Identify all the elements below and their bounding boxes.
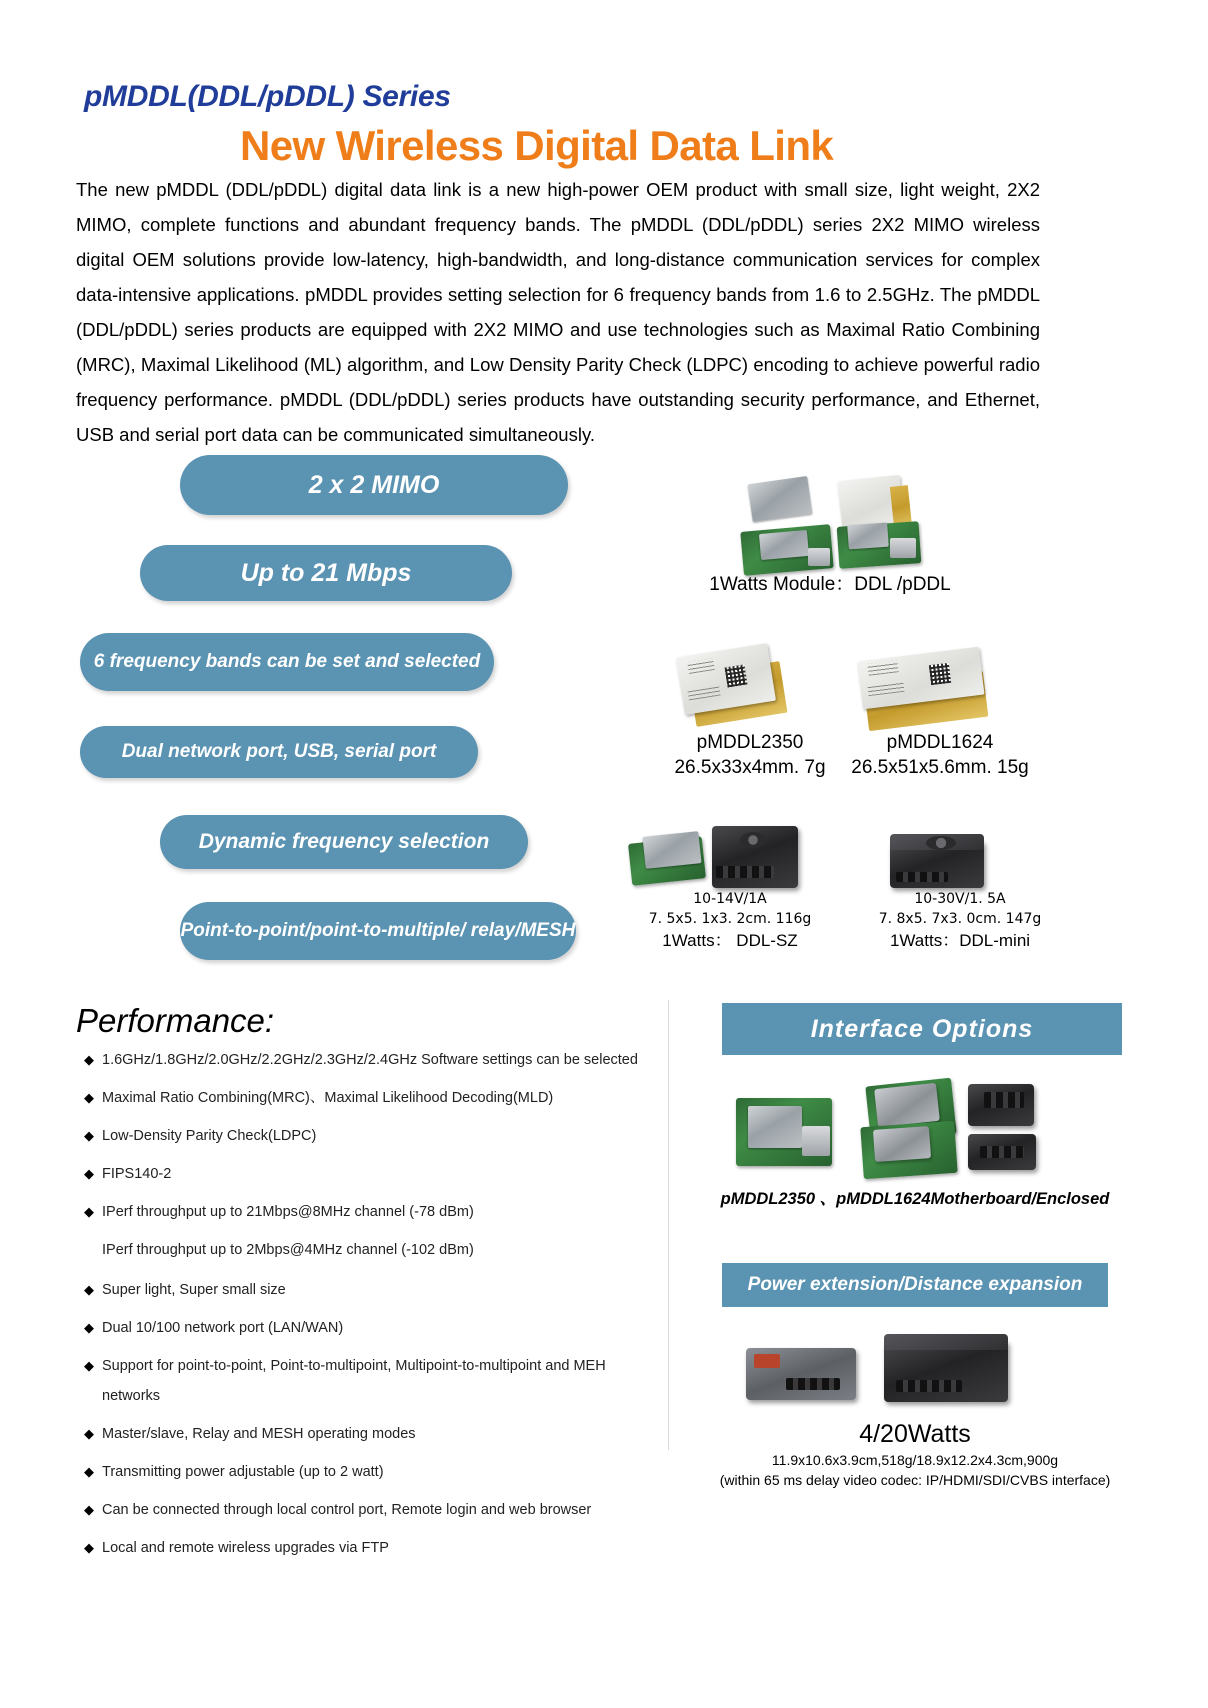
column-divider [668, 1000, 669, 1450]
ddl-sz-name: 1Watts： DDL-SZ [662, 931, 798, 950]
list-item-label: Master/slave, Relay and MESH operating modes [102, 1426, 416, 1442]
ddl-sz-spec: 7. 5x5. 1x3. 2cm. 116g [648, 911, 812, 927]
list-item [84, 1159, 664, 1189]
ddl-mini-spec: 7. 8x5. 7x3. 0cm. 147g [878, 911, 1042, 927]
feature-pill-ports: Dual network port, USB, serial port [80, 726, 478, 778]
list-item-label: Transmitting power adjustable (up to 2 watt) [102, 1464, 384, 1480]
ddl-mini-voltage: 10-30V/1. 5A [914, 891, 1006, 907]
diamond-bullet-icon: ◆ [84, 1426, 94, 1441]
list-item [84, 1313, 664, 1343]
module-1w-caption: 1Watts Module：DDL /pDDL [709, 574, 951, 595]
list-item-label: Low-Density Parity Check(LDPC) [102, 1128, 317, 1144]
feature-pill-mimo: 2 x 2 MIMO [180, 455, 568, 515]
list-item-label: 1.6GHz/1.8GHz/2.0GHz/2.2GHz/2.3GHz/2.4GHz Software settings can be selected [102, 1052, 638, 1068]
pmddl2350-spec: 26.5x33x4mm. 7g [674, 757, 826, 778]
series-title: pMDDL(DDL/pDDL) Series [84, 80, 451, 113]
diamond-bullet-icon: ◆ [84, 1090, 94, 1105]
list-item-label: Dual 10/100 network port (LAN/WAN) [102, 1320, 344, 1336]
diamond-bullet-icon: ◆ [84, 1540, 94, 1555]
list-item-label: Super light, Super small size [102, 1282, 286, 1298]
list-item [84, 1419, 664, 1449]
interface-options-banner: Interface Options [722, 1003, 1122, 1055]
pmddl1624-spec: 26.5x51x5.6mm. 15g [851, 757, 1029, 778]
performance-heading: Performance: [76, 1002, 275, 1039]
diamond-bullet-icon: ◆ [84, 1282, 94, 1297]
power-extension-spec-line1: 11.9x10.6x3.9cm,518g/18.9x12.2x4.3cm,900g [771, 1452, 1059, 1468]
page-title: New Wireless Digital Data Link [240, 122, 834, 169]
list-item-label: IPerf throughput up to 21Mbps@8MHz channel (-78 dBm) [102, 1204, 474, 1220]
ddl-mini-name: 1Watts：DDL-mini [889, 931, 1031, 950]
list-item-label: Maximal Ratio Combining(MRC)、Maximal Likelihood Decoding(MLD) [102, 1090, 554, 1106]
feature-pill-dfs: Dynamic frequency selection [160, 815, 528, 869]
interface-options-caption: pMDDL2350 、pMDDL1624Motherboard/Enclosed [720, 1190, 1110, 1208]
diamond-bullet-icon: ◆ [84, 1320, 94, 1335]
diamond-bullet-icon: ◆ [84, 1204, 94, 1219]
list-item [84, 1083, 664, 1113]
power-extension-banner: Power extension/Distance expansion [722, 1263, 1108, 1307]
diamond-bullet-icon: ◆ [84, 1358, 94, 1373]
feature-pill-throughput: Up to 21 Mbps [140, 545, 512, 601]
power-extension-title: 4/20Watts [859, 1420, 971, 1448]
diamond-bullet-icon: ◆ [84, 1166, 94, 1181]
performance-list [84, 1045, 664, 1571]
feature-pill-bands: 6 frequency bands can be set and selected [80, 633, 494, 691]
list-item [84, 1275, 664, 1305]
diamond-bullet-icon: ◆ [84, 1052, 94, 1067]
list-item [84, 1351, 664, 1411]
diamond-bullet-icon: ◆ [84, 1502, 94, 1517]
list-item-label: Local and remote wireless upgrades via FTP [102, 1540, 389, 1556]
intro-paragraph: The new pMDDL (DDL/pDDL) digital data link is a new high-power OEM product with small size, light weight, 2X2 MIMO, complete functions and abundant frequency bands. The pMDDL (DDL/pDDL) series 2X2 MIMO wireless digital OEM solutions provide low-latency, high-bandwidth, and long-distance communication services for complex data-intensive applications. pMDDL provides setting selection for 6 frequency bands from 1.6 to 2.5GHz. The pMDDL (DDL/pDDL) series products are equipped with 2X2 MIMO and use technologies such as Maximal Ratio Combining (MRC), Maximal Likelihood (ML) algorithm, and Low Density Parity Check (LDPC) encoding to achieve powerful radio frequency performance. pMDDL (DDL/pDDL) series products have outstanding security performance, and Ethernet, USB and serial port data can be communicated simultaneously. [76, 179, 1040, 445]
feature-pill-topology: Point-to-point/point-to-multiple/ relay/MESH [180, 902, 576, 960]
diamond-bullet-icon: ◆ [84, 1464, 94, 1479]
list-item [84, 1197, 664, 1227]
list-item [84, 1533, 664, 1563]
list-item [84, 1495, 664, 1525]
ddl-sz-voltage: 10-14V/1A [693, 891, 767, 907]
list-item-label: Support for point-to-point, Point-to-multipoint, Multipoint-to-multipoint and MEH networks [102, 1358, 606, 1404]
list-item-label: Can be connected through local control port, Remote login and web browser [102, 1502, 592, 1518]
list-item [84, 1121, 664, 1151]
list-item [84, 1457, 664, 1487]
diamond-bullet-icon: ◆ [84, 1128, 94, 1143]
list-item [84, 1045, 664, 1075]
list-item-label: FIPS140-2 [102, 1166, 172, 1182]
pmddl1624-name: pMDDL1624 [886, 732, 994, 753]
list-item-sublabel: IPerf throughput up to 2Mbps@4MHz channel (-102 dBm) [102, 1242, 474, 1258]
pmddl2350-name: pMDDL2350 [696, 732, 804, 753]
power-extension-spec-line2: (within 65 ms delay video codec: IP/HDMI/SDI/CVBS interface) [719, 1472, 1111, 1488]
